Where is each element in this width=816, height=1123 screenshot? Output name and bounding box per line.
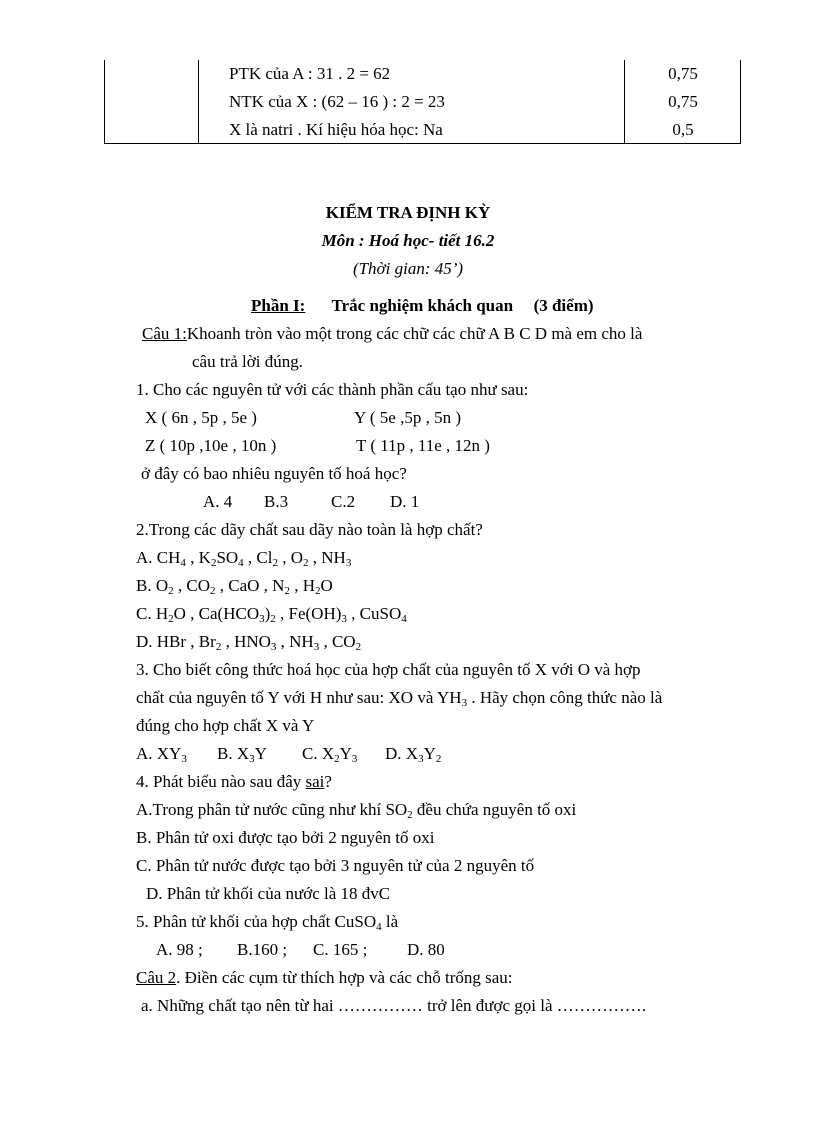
atom-x: X ( 6n , 5p , 5e ) <box>145 408 257 427</box>
formula-part: , O <box>277 548 304 567</box>
answer-table <box>104 60 741 144</box>
formula-part: ) <box>264 604 271 623</box>
table-cell-points: 0,5 <box>672 120 694 139</box>
subscript: 3 <box>351 753 358 765</box>
formula-part: Y <box>339 744 352 763</box>
formula-part: , Fe(OH) <box>275 604 342 623</box>
formula-part: , CuSO <box>346 604 402 623</box>
option-a: A. 98 ; <box>156 940 203 959</box>
formula-part: H <box>155 604 169 623</box>
subscript: 3 <box>461 697 468 709</box>
item-4-option-c: C. Phân tử nước được tạo bởi 3 nguyên tử của 2 nguyên tố <box>136 856 535 875</box>
subscript: 3 <box>313 641 320 653</box>
item-2-option-b <box>136 572 333 600</box>
item-3-line-2 <box>136 684 662 712</box>
item-2-option-c <box>136 600 407 628</box>
option-c: C. 165 ; <box>313 940 368 959</box>
formula-part: , HNO <box>221 632 271 651</box>
option-c: C.2 <box>331 492 356 511</box>
item-3-line-3: đúng cho hợp chất X và Y <box>136 716 315 735</box>
formula-part: HBr , Br <box>156 632 216 651</box>
formula-part: , K <box>185 548 211 567</box>
subscript: 3 <box>259 613 265 625</box>
part1-score: (3 điểm) <box>533 296 594 315</box>
question-2-line <box>136 964 513 992</box>
question-1-label: Câu 1: <box>142 324 187 343</box>
table-cell-points: 0,75 <box>668 64 698 83</box>
subscript: 2 <box>210 557 217 569</box>
item-2-option-d <box>136 628 361 656</box>
formula-part: O <box>155 576 169 595</box>
text-part: 5. Phân tử khối của hợp chất CuSO <box>136 912 377 931</box>
option-b <box>217 740 267 768</box>
exam-subtitle: Môn : Hoá học- tiết 16.2 <box>321 231 495 250</box>
formula-part: SO <box>216 548 239 567</box>
item-1-options <box>0 488 816 516</box>
item-4-option-a <box>136 796 576 824</box>
subscript: 3 <box>249 753 255 765</box>
text-part: . Hãy chọn công thức nào là <box>467 688 663 707</box>
formula-part: D. X <box>385 744 419 763</box>
atom-y: Y ( 5e ,5p , 5n ) <box>354 408 462 427</box>
part1-heading <box>251 292 594 320</box>
text-part: là <box>381 912 399 931</box>
formula-part: C. X <box>302 744 335 763</box>
part1-label: Phần I: <box>251 296 306 315</box>
exam-time: (Thời gian: 45’) <box>352 259 464 278</box>
subscript: 4 <box>376 921 382 933</box>
underlined-word: sai <box>305 772 325 791</box>
option-d <box>385 740 441 768</box>
table-cell-points: 0,75 <box>668 92 698 111</box>
item-4-question <box>136 768 332 796</box>
option-a: A. 4 <box>203 492 233 511</box>
option-label: B. <box>136 576 156 595</box>
option-b: B.3 <box>264 492 289 511</box>
formula-part: O <box>320 576 333 595</box>
part1-title: Trắc nghiệm khách quan <box>331 296 514 315</box>
question-1-text: Khoanh tròn vào một trong các chữ các chữ A B C D mà em cho là <box>186 324 643 343</box>
item-2-question: 2.Trong các dãy chất sau dãy nào toàn là hợp chất? <box>136 520 483 539</box>
question-2-item-a: a. Những chất tạo nên từ hai …………… trở lên được gọi là ……………. <box>141 996 647 1015</box>
subscript: 4 <box>401 613 407 625</box>
formula-part: B. X <box>217 744 250 763</box>
question-2-text: . Điền các cụm từ thích hợp và các chỗ trống sau: <box>176 968 513 987</box>
item-3-line-1: 3. Cho biết công thức hoá học của hợp chất của nguyên tố X với O và hợp <box>136 660 641 679</box>
item-3-options <box>0 740 816 768</box>
subscript: 3 <box>345 557 352 569</box>
formula-part: O , Ca(HCO <box>173 604 260 623</box>
subscript: 3 <box>418 753 424 765</box>
item-2-option-a <box>136 544 351 572</box>
formula-part: A. XY <box>136 744 182 763</box>
option-d: D. 1 <box>390 492 420 511</box>
formula-part: , H <box>289 576 315 595</box>
text-part: 4. Phát biểu nào sau đây <box>136 772 306 791</box>
subscript: 2 <box>272 557 278 569</box>
item-5-options <box>0 936 816 964</box>
exam-title: KIỂM TRA ĐỊNH KỲ <box>325 203 491 222</box>
subscript: 2 <box>168 613 174 625</box>
item-1-question: ở đây có bao nhiêu nguyên tố hoá học? <box>141 464 407 483</box>
option-label: D. <box>136 632 157 651</box>
question-1-text-cont: câu trả lời đúng. <box>192 352 303 371</box>
table-row <box>105 116 740 144</box>
question-1-line <box>142 320 642 348</box>
option-c <box>302 740 357 768</box>
subscript: 4 <box>180 557 186 569</box>
table-cell-content: X là natri . Kí hiệu hóa học: Na <box>229 120 443 139</box>
question-2-label: Câu 2 <box>136 968 177 987</box>
subscript: 3 <box>181 753 187 765</box>
item-4-option-d: D. Phân tử khối của nước là 18 đvC <box>146 884 391 903</box>
option-label: C. <box>136 604 156 623</box>
subscript: 2 <box>215 641 222 653</box>
subscript: 3 <box>270 641 277 653</box>
table-row <box>105 88 740 116</box>
option-label: A. <box>136 548 157 567</box>
subscript: 2 <box>355 641 362 653</box>
subscript: 3 <box>341 613 347 625</box>
subscript: 4 <box>238 557 244 569</box>
item-4-option-b: B. Phân tử oxi được tạo bởi 2 nguyên tố oxi <box>136 828 435 847</box>
item-1-intro: 1. Cho các nguyên tử với các thành phần cấu tạo như sau: <box>136 380 529 399</box>
formula-part: , CO <box>319 632 356 651</box>
table-cell-content: PTK của A : 31 . 2 = 62 <box>229 64 391 83</box>
option-a <box>136 740 187 768</box>
text-part: A.Trong phân tử nước cũng như khí SO <box>136 800 408 819</box>
formula-part: Y <box>254 744 267 763</box>
text-part: ? <box>324 772 332 791</box>
option-d: D. 80 <box>407 940 445 959</box>
formula-part: , Cl <box>243 548 273 567</box>
item-5-question <box>136 908 398 936</box>
text-part: chất của nguyên tố Y với H như sau: XO và YH <box>136 688 462 707</box>
table-row <box>105 60 740 88</box>
atom-z: Z ( 10p ,10e , 10n ) <box>145 436 277 455</box>
formula-part: Y <box>423 744 436 763</box>
formula-part: , NH <box>308 548 346 567</box>
formula-part: , NH <box>276 632 314 651</box>
option-b: B.160 ; <box>237 940 288 959</box>
subscript: 2 <box>168 585 174 597</box>
subscript: 2 <box>334 753 340 765</box>
atom-t: T ( 11p , 11e , 12n ) <box>356 436 490 455</box>
formula-part: CH <box>156 548 181 567</box>
formula-part: , CO <box>173 576 210 595</box>
subscript: 2 <box>435 753 442 765</box>
text-part: đều chứa nguyên tố oxi <box>412 800 577 819</box>
subscript: 2 <box>303 557 309 569</box>
subscript: 2 <box>284 585 290 597</box>
formula-part: , CaO , N <box>215 576 285 595</box>
subscript: 2 <box>314 585 321 597</box>
subscript: 2 <box>210 585 216 597</box>
subscript: 2 <box>270 613 276 625</box>
table-cell-content: NTK của X : (62 – 16 ) : 2 = 23 <box>229 92 445 111</box>
subscript: 2 <box>407 809 413 821</box>
